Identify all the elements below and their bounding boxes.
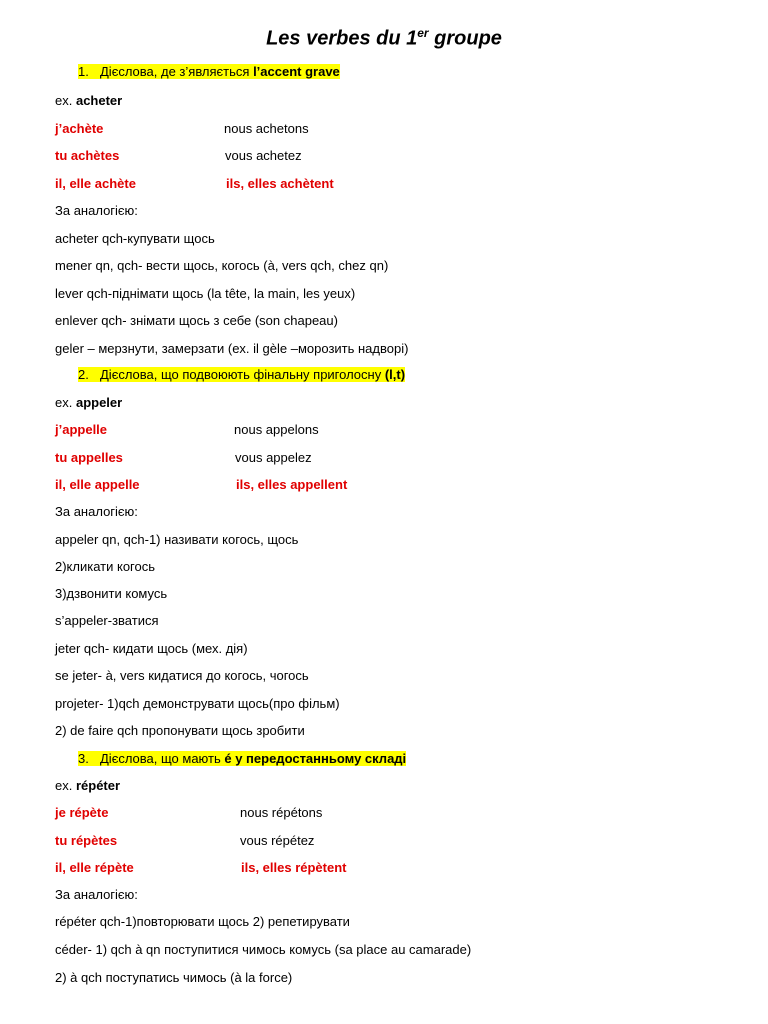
example-line: appeler qn, qch-1) називати когось, щось <box>55 532 299 547</box>
conj-right: vous achetez <box>225 148 302 163</box>
example-line: lever qch-піднімати щось (la tête, la main, les yeux) <box>55 286 356 301</box>
conj-left: tu répètes <box>55 833 118 848</box>
conj-left: tu appelles <box>55 450 123 465</box>
section3-heading: 3. Дієслова, що мають é у передостанньому складі <box>78 751 407 766</box>
example-line: geler – мерзнути, замерзати (ex. il gèle –морозить надворі) <box>55 341 409 356</box>
conj-right: vous appelez <box>235 450 312 465</box>
conj-right: nous répétons <box>240 805 323 820</box>
conj-left: j’achète <box>55 121 104 136</box>
example-line: 2)кликати когось <box>55 559 156 574</box>
analogy-label: За аналогією: <box>55 887 138 902</box>
conj-left: il, elle appelle <box>55 477 140 492</box>
page-title: Les verbes du 1er groupe <box>266 26 502 50</box>
conj-left: j’appelle <box>55 422 108 437</box>
conj-left: tu achètes <box>55 148 120 163</box>
example-line: projeter- 1)qch демонструвати щось(про фільм) <box>55 696 340 711</box>
section1-example: ex. acheter <box>55 93 123 108</box>
example-line: acheter qch-купувати щось <box>55 231 215 246</box>
section2-heading: 2. Дієслова, що подвоюють фінальну приголосну (l,t) <box>78 367 406 382</box>
analogy-label: За аналогією: <box>55 203 138 218</box>
example-line: répéter qch-1)повторювати щось 2) репетирувати <box>55 914 350 929</box>
conj-right: nous appelons <box>234 422 319 437</box>
example-line: céder- 1) qch à qn поступитися чимось комусь (sa place au camarade) <box>55 942 472 957</box>
conj-right: nous achetons <box>224 121 309 136</box>
section2-example: ex. appeler <box>55 395 123 410</box>
example-line: mener qn, qch- вести щось, когось (à, vers qch, chez qn) <box>55 258 389 273</box>
example-line: jeter qch- кидати щось (мех. дія) <box>55 641 248 656</box>
conj-right: ils, elles appellent <box>236 477 348 492</box>
conj-left: je répète <box>55 805 109 820</box>
conj-left: il, elle répète <box>55 860 134 875</box>
conj-left: il, elle achète <box>55 176 136 191</box>
analogy-label: За аналогією: <box>55 504 138 519</box>
example-line: se jeter- à, vers кидатися до когось, чогось <box>55 668 309 683</box>
example-line: 3)дзвонити комусь <box>55 586 168 601</box>
example-line: 2) de faire qch пропонувати щось зробити <box>55 723 305 738</box>
section1-heading: 1. Дієслова, де з’являється l’accent grave <box>78 64 340 79</box>
example-line: enlever qch- знімати щось з себе (son chapeau) <box>55 313 338 328</box>
section3-example: ex. répéter <box>55 778 121 793</box>
example-line: s’appeler-зватися <box>55 613 159 628</box>
conj-right: ils, elles achètent <box>226 176 334 191</box>
example-line: 2) à qch поступатись чимось (à la force) <box>55 970 293 985</box>
conj-right: vous répétez <box>240 833 315 848</box>
conj-right: ils, elles répètent <box>241 860 347 875</box>
